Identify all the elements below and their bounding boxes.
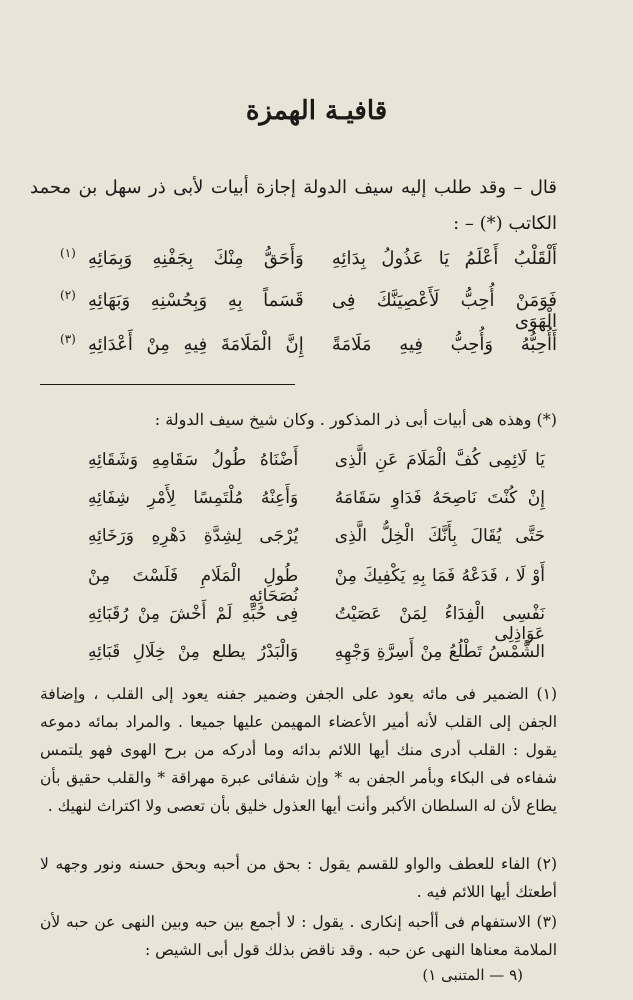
page-signature: (٩ — المتنبى ١) (422, 966, 523, 984)
note-verse-first: أَوْ لَا ، فَدَعْهُ فَمَا بِهِ يَكْفِيكَ مِنْ (334, 566, 545, 586)
note-verse (88, 526, 545, 558)
intro-text: قال – وقد طلب إليه سيف الدولة إجازة أبيات لأبى ذر سهل بن محمد الكاتب (*) – : (30, 177, 557, 234)
note-verse (88, 488, 545, 520)
note-verse-second: وَالْبَدْرُ يطلع مِنْ خِلَالِ قَبَائِهِ (88, 642, 299, 662)
note-verse (88, 604, 545, 644)
verse-second-hemistich: إِنَّ الْمَلَامَةَ فِيهِ مِنْ أَعْدَائِهِ (88, 334, 304, 355)
verse-line (88, 334, 557, 370)
note-verse-second: أَضْنَاهُ طُولُ سَقَامِهِ وَشَقَائِهِ (88, 450, 299, 470)
note-verse-second: فِى حُبِّهِ لَمْ أَخْشَ مِنْ رُقَبَائِهِ (88, 604, 299, 624)
note-verse-first: حَتَّى يُقَالَ بِأَنَّكَ الْخِلُّ الَّذِى (334, 526, 545, 546)
footnote-divider (40, 384, 295, 385)
verse-number: (٣) (60, 332, 76, 346)
verse-line (88, 248, 557, 284)
verse-first-hemistich: أَلْقَلْبُ أَعْلَمُ يَا عَذُولُ بِدَائِهِ (331, 248, 557, 269)
verse-second-hemistich: وَأَحَقُّ مِنْكَ بِجَفْنِهِ وَبِمَائِهِ (88, 248, 304, 269)
note-verse (88, 642, 545, 674)
note-intro: (*) وهذه هى أبيات أبى ذر المذكور . وكان شيخ سيف الدولة : (154, 410, 557, 429)
note-verse-first: يَا لَائِمِى كُفَّ الْمَلَامَ عَنِ الَّذِى (334, 450, 545, 470)
note-verse (88, 450, 545, 482)
note-verse-first: نَفْسِى الْفِدَاءُ لِمَنْ عَصَيْتُ عَوَاذِلِى (334, 604, 545, 644)
page-title: قافيـة الهمزة (245, 96, 388, 126)
note-verse-second: يُرْجَى لِشِدَّةِ دَهْرِهِ وَرَخَائِهِ (88, 526, 299, 546)
note-verse-first: الشَّمْسُ تَطْلُعُ مِنْ أَسِرَّةِ وَجْهِهِ (334, 642, 545, 662)
verse-line (88, 290, 557, 332)
verse-number: (١) (60, 246, 76, 260)
footnote-1: (١) الضمير فى مائه يعود على الجفن وضمير جفنه يعود إلى القلب ، وإضافة الجفن إلى القلب لأنه أمير الأعضاء المهيمن عليها جميعا . والمراد بمائه دموعه يقول : القلب أدرى منك أيها اللائم بدائه وما أدركه من برح الهوى فهو يلتمس شفاءه فى البكاء وبأمر الجفن به * وإن شفائى عبرة مهراقة * والقلب حقيق بأن يطاع لأن له السلطان الأكبر وأنت أيها العذول خليق بأن تعصى ولا اكتراث لنهيك . (40, 685, 557, 815)
verse-first-hemistich: فَوَمَنْ أُحِبُّ لَأَعْصِيَنَّكَ فِى الْهَوَى (331, 290, 557, 332)
footnote-2: (٢) الفاء للعطف والواو للقسم يقول : بحق من أحبه وبحق حسنه ونور وجهه لا أطعتك أيها اللائم فيه . (40, 855, 557, 901)
verse-second-hemistich: قَسَماً بِهِ وَبِحُسْنِهِ وَبَهَائِهِ (88, 290, 304, 311)
note-verse-second: طُولِ الْمَلَامِ فَلَسْتَ مِنْ نُصَحَائِهِ (88, 566, 299, 606)
verse-number: (٢) (60, 288, 76, 302)
note-verse-second: وَأَعِنْهُ مُلْتَمِسًا لِأَمْرِ شِفَائِهِ (88, 488, 299, 508)
note-verse-first: إِنْ كُنْتَ نَاصِحَهُ فَدَاوِ سَقَامَهُ (334, 488, 545, 508)
note-verse (88, 566, 545, 606)
footnote-3: (٣) الاستفهام فى أأحبه إنكارى . يقول : لا أجمع بين حبه وبين النهى عن حبه لأن الملامة معناها النهى عن حبه . وقد ناقض بذلك قول أبى الشيص : (40, 913, 557, 959)
verse-first-hemistich: أَأُحِبُّهُ وَأُحِبُّ فِيهِ مَلَامَةً (331, 334, 557, 355)
